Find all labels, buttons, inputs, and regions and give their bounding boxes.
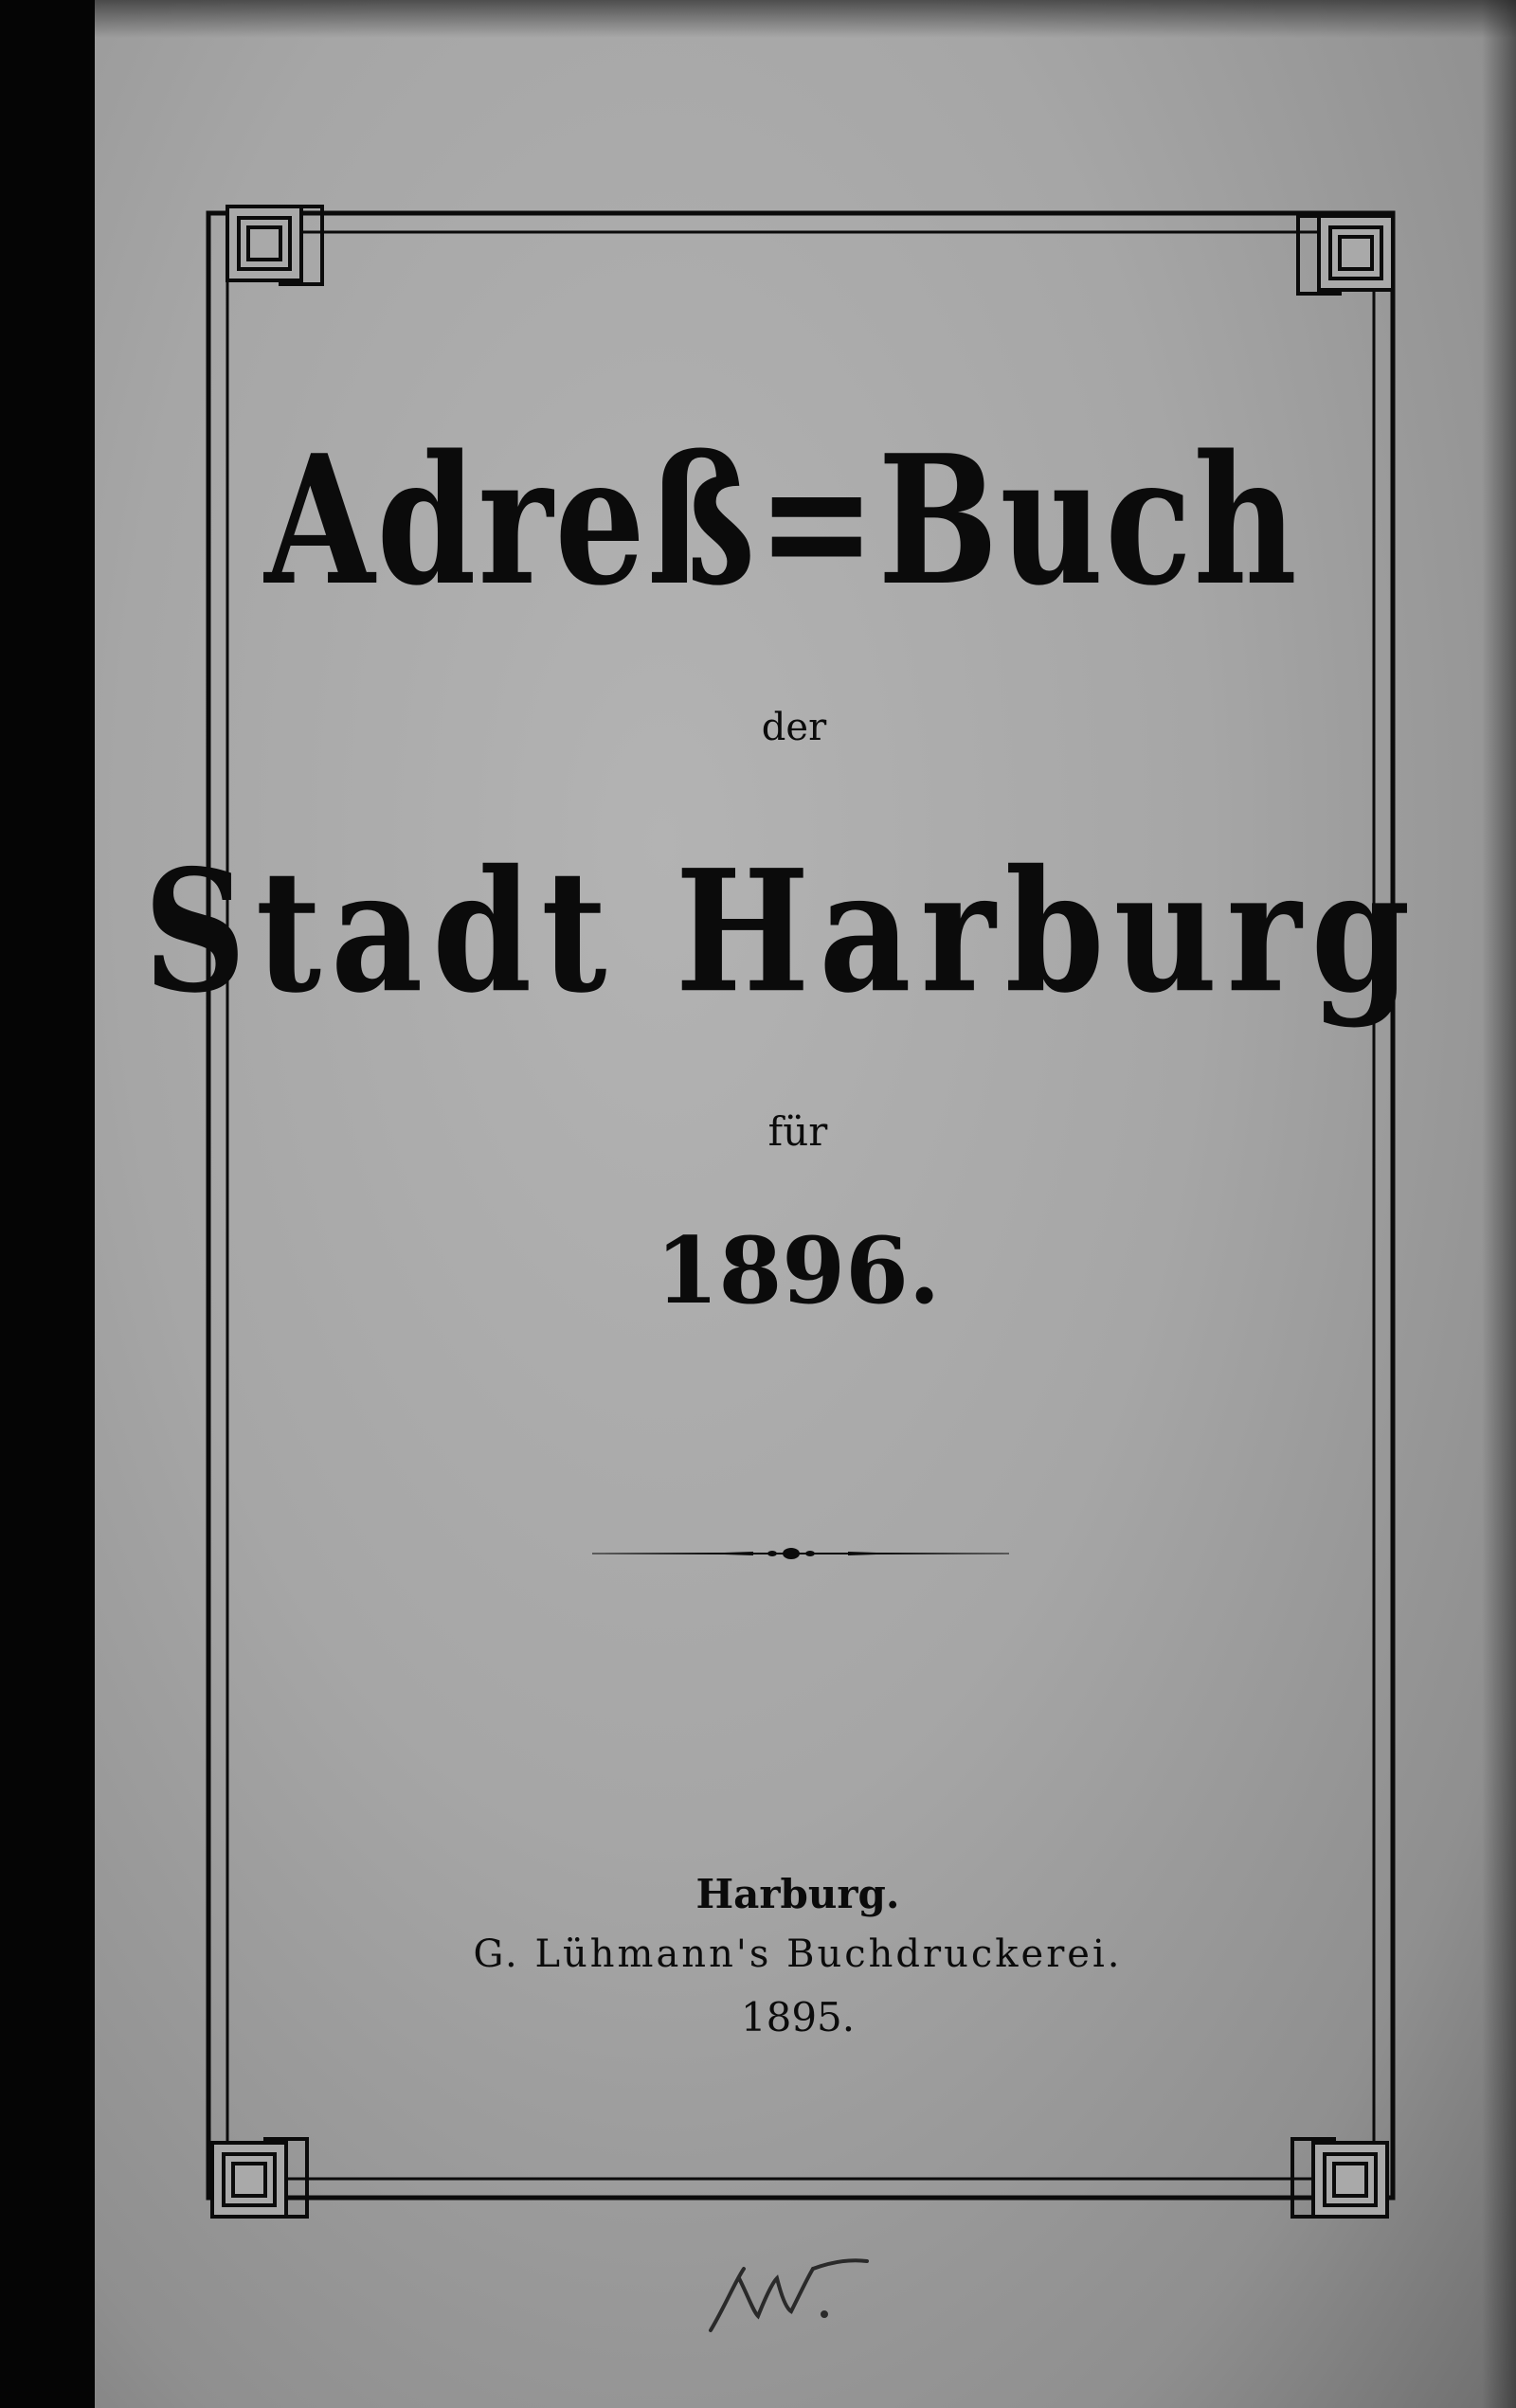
corner-ornament-top-right	[1298, 216, 1393, 294]
divider-ornament	[592, 1544, 1009, 1563]
imprint-printer: G. Lühmann's Buchdruckerei.	[473, 1932, 1123, 1976]
edition-year: 1896.	[655, 1217, 941, 1324]
imprint-place: Harburg.	[695, 1871, 900, 1917]
handwritten-mark	[701, 2240, 891, 2345]
city-name: Stadt Harburg	[143, 834, 1420, 1031]
imprint-year: 1895.	[740, 1994, 856, 2040]
preposition-der: der	[761, 706, 827, 749]
preposition-fuer: für	[767, 1108, 828, 1155]
corner-ornament-top-left	[227, 207, 322, 284]
book-title: Adreß=Buch	[264, 417, 1299, 625]
